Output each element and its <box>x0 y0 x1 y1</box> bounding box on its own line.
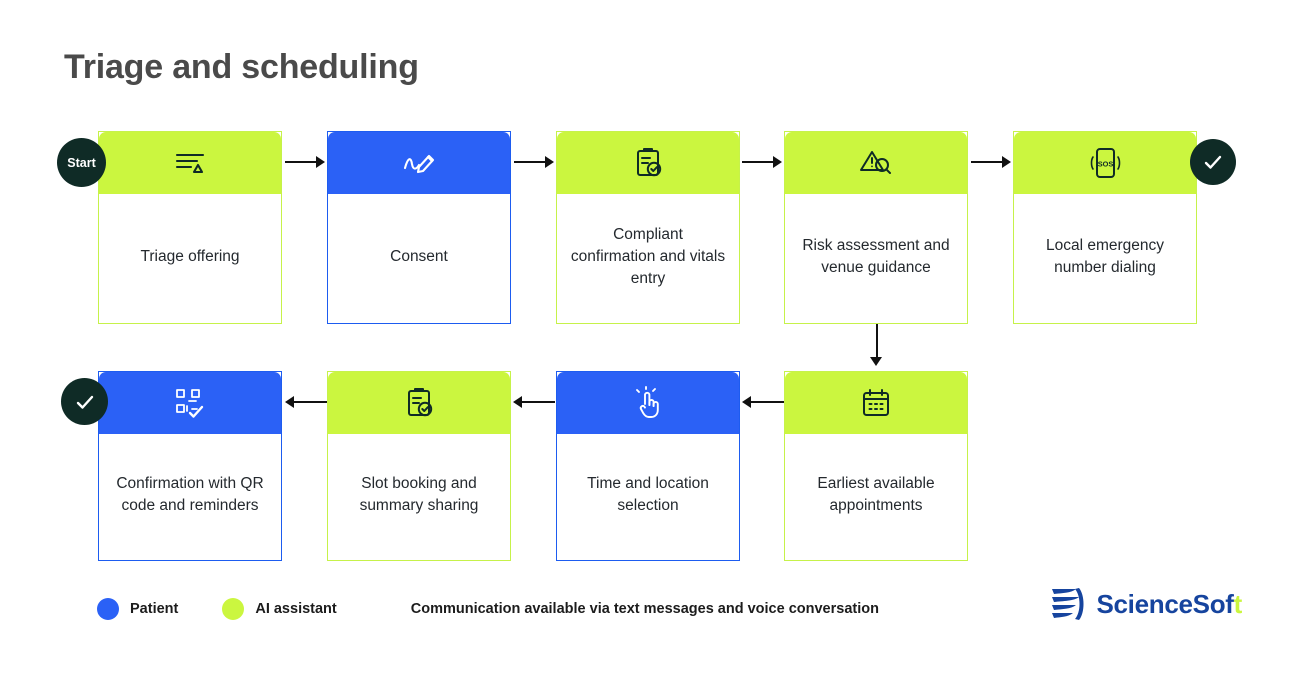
node-label: Triage offering <box>140 247 240 265</box>
arrow-4-down-head <box>870 357 882 366</box>
node-header <box>328 132 510 194</box>
node-header <box>99 132 281 194</box>
node-emergency-dialing[interactable] <box>1013 131 1197 324</box>
arrow-4-5 <box>971 161 1004 163</box>
legend-label-ai-assistant: AI assistant <box>255 601 337 617</box>
check-icon <box>73 390 97 414</box>
node-compliant-confirmation[interactable] <box>556 131 740 324</box>
node-header <box>328 372 510 434</box>
node-label: Earliest available appointments <box>817 475 935 514</box>
node-header <box>785 132 967 194</box>
check-icon <box>1201 150 1225 174</box>
node-slot-booking[interactable] <box>327 371 511 561</box>
triage-list-icon <box>170 146 210 180</box>
clipboard-check-icon <box>629 145 667 181</box>
node-label: Risk assessment and venue guidance <box>802 236 950 276</box>
node-header <box>1014 132 1196 194</box>
arrow-4-5-head <box>1002 156 1011 168</box>
qr-code-check-icon <box>170 385 210 421</box>
start-badge-label: Start <box>67 155 96 170</box>
logo-text-main: ScienceSof <box>1096 588 1234 619</box>
svg-text:SOS: SOS <box>1097 159 1114 169</box>
node-earliest-appointments[interactable] <box>784 371 968 561</box>
start-badge <box>57 138 106 187</box>
end-badge-row1 <box>1190 139 1236 185</box>
legend-label-patient: Patient <box>130 601 179 617</box>
arrow-1-2-head <box>316 156 325 168</box>
calendar-icon <box>858 386 894 420</box>
logo-text-accent: t <box>1233 588 1242 619</box>
arrow-7-6-head <box>285 396 294 408</box>
node-confirmation-qr[interactable] <box>98 371 282 561</box>
arrow-4-down <box>876 324 878 361</box>
sos-phone-icon <box>1088 145 1122 181</box>
arrow-7-6 <box>294 401 327 403</box>
legend-item-patient <box>97 598 178 620</box>
node-header <box>99 372 281 434</box>
legend-dot-ai-icon <box>222 598 244 620</box>
arrow-3-4-head <box>773 156 782 168</box>
node-label: Compliant confirmation and vitals entry <box>570 225 726 287</box>
arrow-8-7 <box>522 401 555 403</box>
node-label: Time and location selection <box>587 475 709 514</box>
sciencesoft-logo-icon <box>1049 585 1087 623</box>
node-risk-assessment[interactable] <box>784 131 968 324</box>
arrow-3-4 <box>742 161 775 163</box>
tap-hand-icon <box>631 385 665 421</box>
arrow-2-3 <box>514 161 547 163</box>
node-triage-offering[interactable] <box>98 131 282 324</box>
node-consent[interactable] <box>327 131 511 324</box>
end-badge-row2 <box>61 378 108 425</box>
legend <box>97 598 879 620</box>
node-label: Local emergency number dialing <box>1045 236 1165 276</box>
arrow-9-8 <box>751 401 784 403</box>
node-time-location-selection[interactable] <box>556 371 740 561</box>
legend-dot-patient-icon <box>97 598 119 620</box>
node-label: Slot booking and summary sharing <box>359 475 479 514</box>
node-header <box>557 132 739 194</box>
clipboard-check-icon <box>400 385 438 421</box>
arrow-8-7-head <box>513 396 522 408</box>
arrow-9-8-head <box>742 396 751 408</box>
arrow-2-3-head <box>545 156 554 168</box>
node-header <box>557 372 739 434</box>
arrow-1-2 <box>285 161 318 163</box>
node-label: Consent <box>390 247 448 265</box>
page-title: Triage and scheduling <box>64 48 419 86</box>
node-header <box>785 372 967 434</box>
node-label: Confirmation with QR code and reminders <box>116 475 264 514</box>
signature-icon <box>398 146 440 180</box>
legend-item-ai-assistant <box>222 598 336 620</box>
sciencesoft-logo <box>1049 585 1242 623</box>
legend-note: Communication available via text messages and voice conversation <box>410 601 879 617</box>
risk-warning-icon <box>855 145 897 181</box>
logo-text <box>1096 589 1242 620</box>
